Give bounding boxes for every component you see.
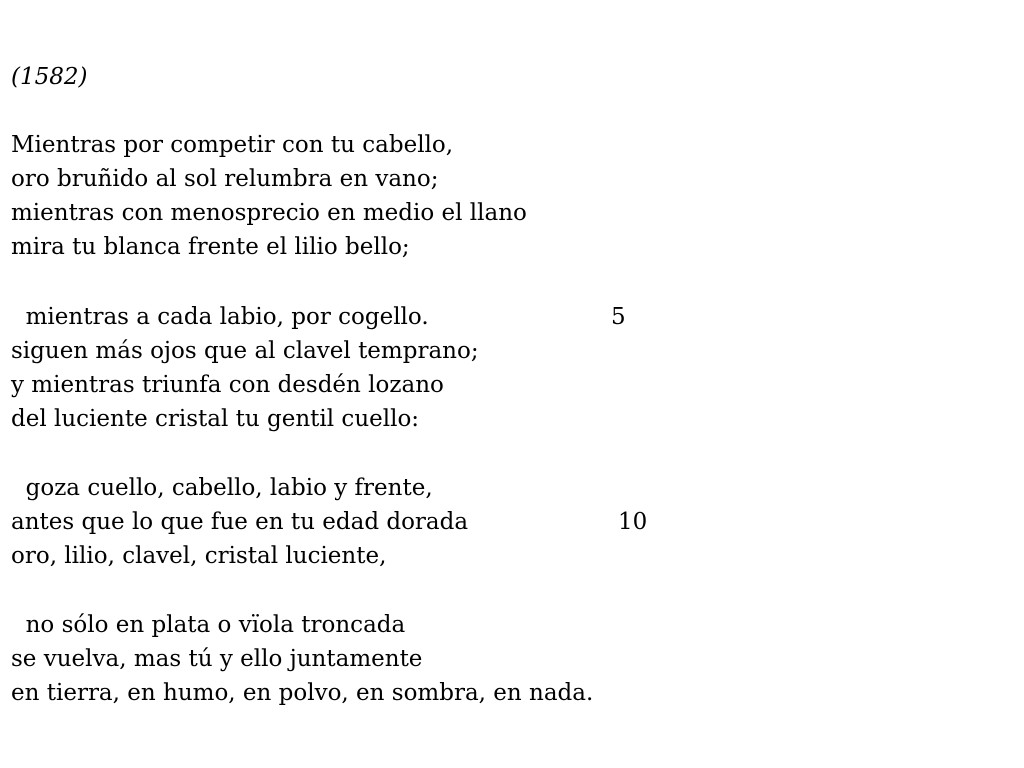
- poem-line-10: antes que lo que fue en tu edad dorada: [11, 509, 469, 535]
- poem-line-3: mientras con menosprecio en medio el llano: [11, 200, 527, 226]
- poem-line-4: mira tu blanca frente el lilio bello;: [11, 234, 410, 260]
- poem-line-6: siguen más ojos que al clavel temprano;: [11, 338, 479, 364]
- poem-line-14: en tierra, en humo, en polvo, en sombra, en nada.: [11, 680, 594, 706]
- poem-line-9: goza cuello, cabello, labio y frente,: [11, 475, 433, 501]
- poem-line-1: Mientras por competir con tu cabello,: [11, 132, 454, 158]
- poem-line-13: se vuelva, mas tú y ello juntamente: [11, 646, 423, 672]
- poem-year: (1582): [11, 64, 88, 90]
- poem-line-8: del luciente cristal tu gentil cuello:: [11, 406, 420, 432]
- poem-line-11: oro, lilio, clavel, cristal luciente,: [11, 543, 387, 569]
- poem-line-7: y mientras triunfa con desdén lozano: [11, 372, 444, 398]
- line-number-10: 10: [618, 509, 648, 535]
- line-number-5: 5: [611, 304, 626, 330]
- poem-line-5: mientras a cada labio, por cogello.: [11, 304, 429, 330]
- poem-line-12: no sólo en plata o vïola troncada: [11, 612, 406, 638]
- poem-line-2: oro bruñido al sol relumbra en vano;: [11, 166, 439, 192]
